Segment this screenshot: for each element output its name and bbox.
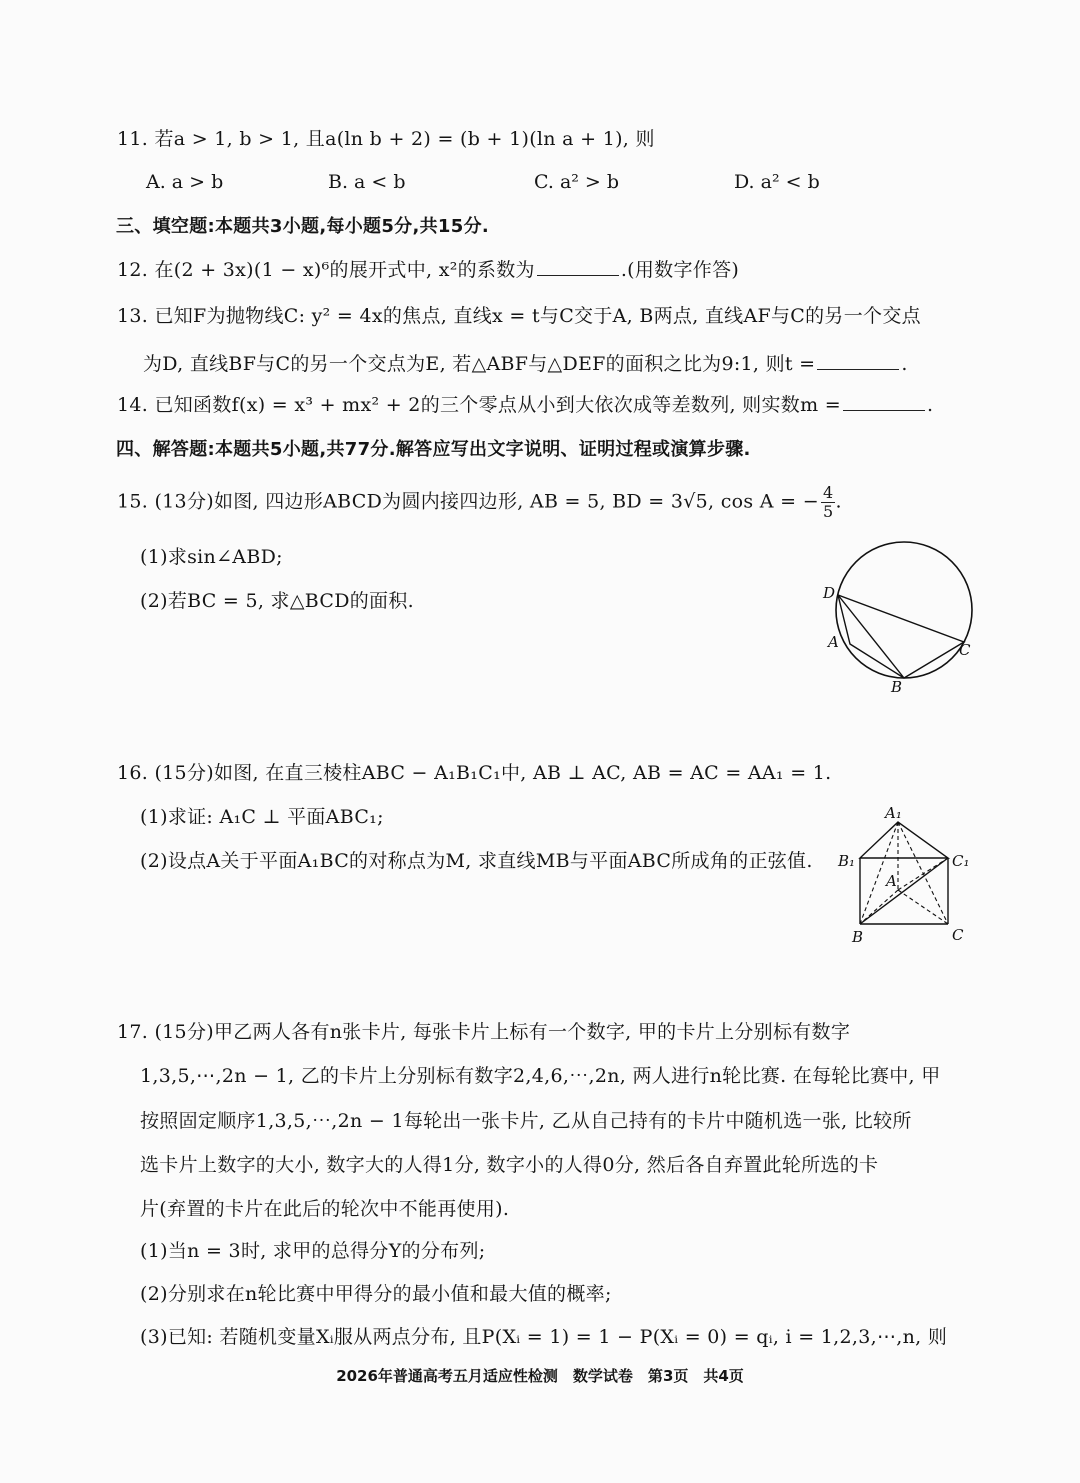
label-c: C [959,641,971,659]
q17-line3: 按照固定顺序1,3,5,⋯,2n − 1每轮出一张卡片, 乙从自己持有的卡片中随机选一张, 比较所 [140,1110,912,1132]
q13-answer-blank [817,351,899,370]
q15-part1: (1)求sin∠ABD; [140,546,283,568]
q15-part2: (2)若BC = 5, 求△BCD的面积. [140,590,414,612]
q12-text: 12. 在(2 + 3x)(1 − x)⁶的展开式中, x²的系数为 [117,259,535,281]
label-a: A [886,872,897,890]
quadrilateral-abcd [838,595,964,678]
q13-line2-text: 为D, 直线BF与C的另一个交点为E, 若△ABF与△DEF的面积之比为9:1, 则t = [143,353,816,375]
q15-fraction [821,484,835,521]
label-b1: B₁ [838,852,856,870]
q16-stem: 16. (15分)如图, 在直三棱柱ABC − A₁B₁C₁中, AB ⊥ AC, AB = AC = AA₁ = 1. [117,762,832,784]
q14-period: . [926,394,934,416]
q15-fraction-numerator: 4 [822,483,834,502]
label-c1: C₁ [952,852,970,870]
q12-answer-blank [537,257,619,276]
q15-fraction-denominator: 5 [822,502,834,521]
label-d: D [823,584,836,602]
q11-option-b: B. a < b [328,171,406,193]
q17-part2: (2)分别求在n轮比赛中甲得分的最小值和最大值的概率; [140,1283,612,1305]
q11-option-c: C. a² > b [534,171,620,193]
q17-line2: 1,3,5,⋯,2n − 1, 乙的卡片上分别标有数字2,4,6,⋯,2n, 两人进行n轮比赛. 在每轮比赛中, 甲 [140,1065,941,1087]
top-face [860,822,948,858]
q11-option-a: A. a > b [146,171,224,193]
label-c: C [952,926,964,944]
q13-line1: 13. 已知F为抛物线C: y² = 4x的焦点, 直线x = t与C交于A, B两点, 直线AF与C的另一个交点 [117,305,921,327]
q12-suffix: .(用数字作答) [620,259,740,281]
q16-prism-figure [830,800,980,950]
label-a: A [828,633,839,651]
label-a1: A₁ [885,804,902,822]
q11-option-d: D. a² < b [734,171,820,193]
label-b: B [891,678,903,696]
section3-heading: 三、填空题:本题共3小题,每小题5分,共15分. [116,216,490,237]
q13-period: . [901,353,908,375]
q15-stem [117,484,842,521]
segment-bc1 [860,858,948,924]
q12-stem [117,257,739,283]
q14-text: 14. 已知函数f(x) = x³ + mx² + 2的三个零点从小到大依次成等差数列, 则实数m = [117,394,841,416]
edge-ac [898,890,948,924]
q14-answer-blank [843,392,925,411]
circumcircle [836,542,972,678]
q15-stem-text: 15. (13分)如图, 四边形ABCD为圆内接四边形, AB = 5, BD = 3√5, cos A = − [117,490,819,513]
q17-part3: (3)已知: 若随机变量Xᵢ服从两点分布, 且P(Xᵢ = 1) = 1 − P(Xᵢ = 0) = qᵢ, i = 1,2,3,⋯,n, 则 [140,1326,948,1348]
q17-part1: (1)当n = 3时, 求甲的总得分Y的分布列; [140,1240,486,1262]
segment-a1c [898,822,948,924]
page-footer: 2026年普通高考五月适应性检测 数学试卷 第3页 共4页 [336,1367,744,1385]
q17-line4: 选卡片上数字的大小, 数字大的人得1分, 数字小的人得0分, 然后各自弃置此轮所选的卡 [140,1154,879,1176]
q13-line2 [143,351,908,377]
q16-part1: (1)求证: A₁C ⊥ 平面ABC₁; [140,806,384,828]
q17-line1: 17. (15分)甲乙两人各有n张卡片, 每张卡片上标有一个数字, 甲的卡片上分别标有数字 [117,1021,851,1043]
q16-part2: (2)设点A关于平面A₁BC的对称点为M, 求直线MB与平面ABC所成角的正弦值. [140,850,813,872]
q15-circle-figure [820,538,990,708]
q11-stem: 11. 若a > 1, b > 1, 且a(ln b + 2) = (b + 1)(ln a + 1), 则 [117,128,655,150]
q14-stem [117,392,933,418]
section4-heading: 四、解答题:本题共5小题,共77分.解答应写出文字说明、证明过程或演算步骤. [116,439,751,460]
q17-line5: 片(弃置的卡片在此后的轮次中不能再使用). [140,1198,510,1220]
q15-period: . [835,490,842,513]
label-b: B [852,928,864,946]
